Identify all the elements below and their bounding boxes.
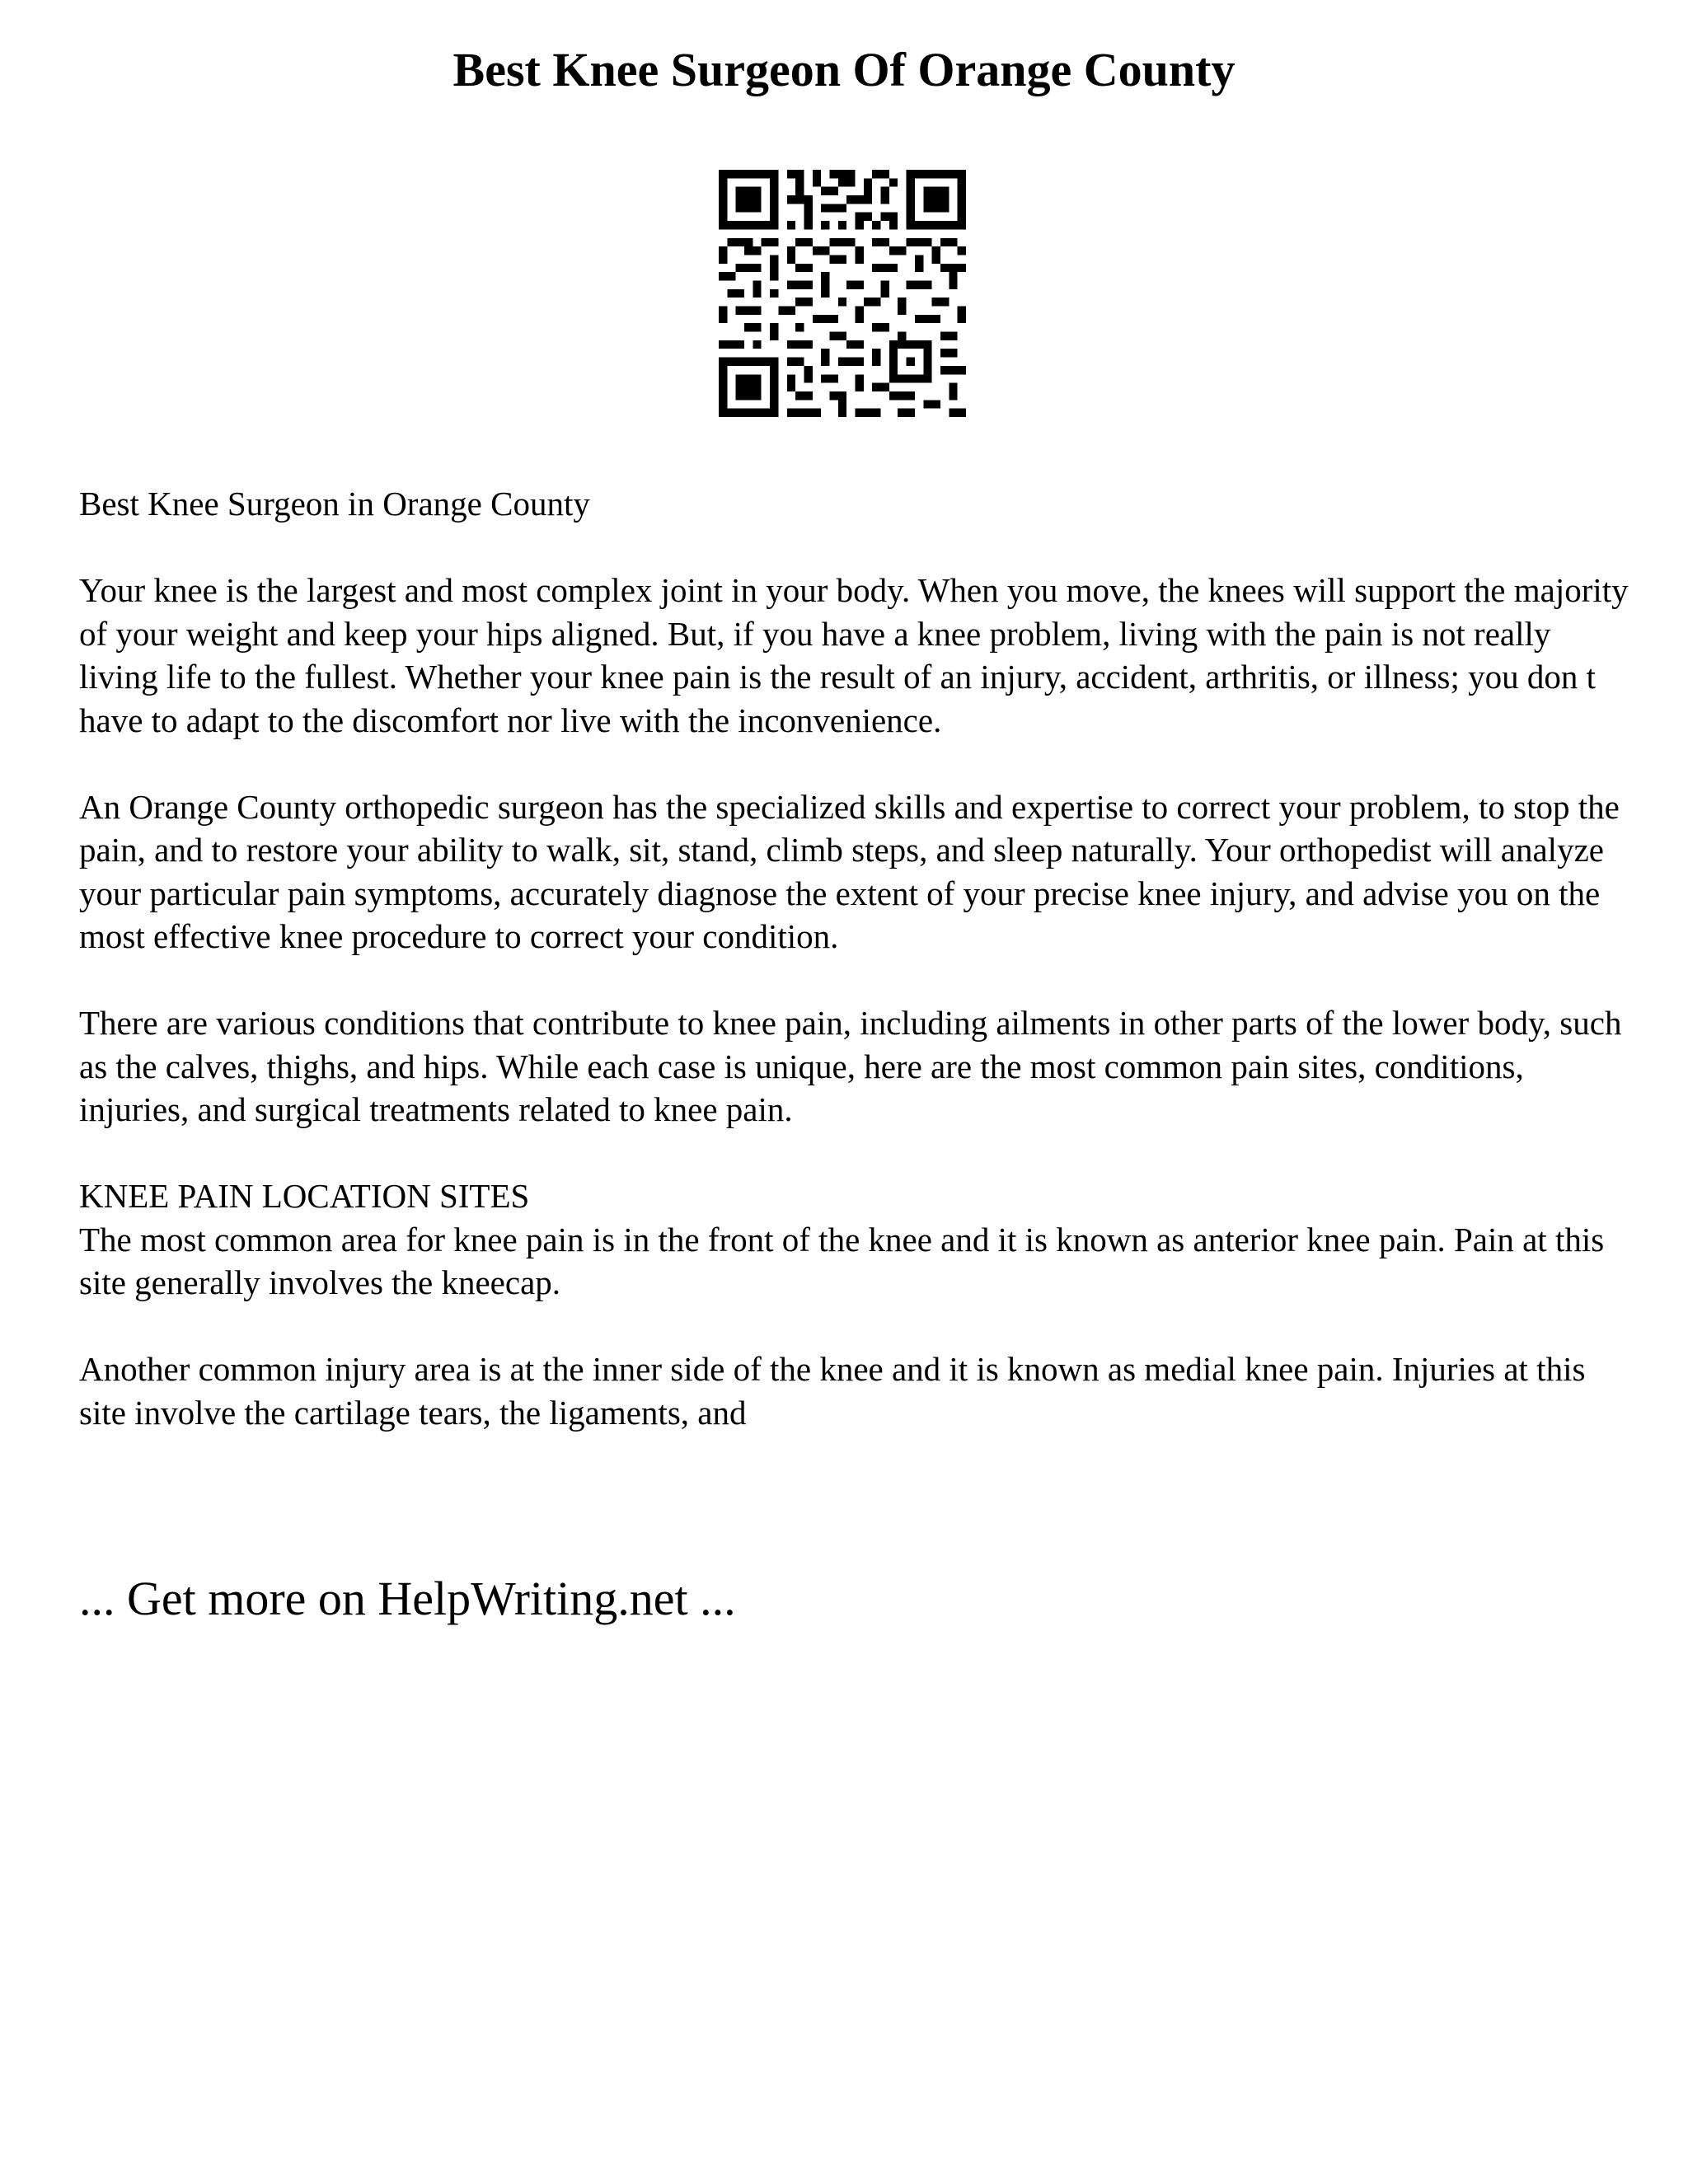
page-title: Best Knee Surgeon Of Orange County — [452, 43, 1236, 96]
section-heading: KNEE PAIN LOCATION SITES — [79, 1177, 530, 1215]
paragraph: The most common area for knee pain is in the front of the knee and it is known as anterior knee pain. Pain at this site generally involves the kneecap. — [79, 1220, 1605, 1301]
paragraph: An Orange County orthopedic surgeon has the specialized skills and expertise to correct your problem, to stop the pain, and to restore your ability to walk, sit, stand, climb steps, and sleep naturally. Your orthopedist will analyze your particular pain symptoms, accurately diagnose the extent of your precise knee injury, and advise you on the most effective knee procedure to correct your condition. — [79, 787, 1620, 955]
paragraph: There are various conditions that contribute to knee pain, including ailments in other parts of the lower body, such as the calves, thighs, and hips. While each case is unique, here are the most common pain sites, conditions, injuries, and surgical treatments related to knee pain. — [79, 1004, 1622, 1128]
paragraph: Your knee is the largest and most complex joint in your body. When you move, the knees will support the majority of your weight and keep your hips aligned. But, if you have a knee problem, living with the pain is not really living life to the fullest. Whether your knee pain is the result of an injury, accident, arthritis, or illness; you don t have to adapt to the discomfort nor live with the inconvenience. — [79, 571, 1629, 739]
get-more-link[interactable]: ... Get more on HelpWriting.net ... — [79, 1572, 736, 1625]
qr-code-icon — [719, 170, 966, 417]
article-body — [79, 482, 1629, 1478]
paragraph: Another common injury area is at the inner side of the knee and it is known as medial knee pain. Injuries at this site involve the cartilage tears, the ligaments, and — [79, 1350, 1586, 1432]
article-subtitle: Best Knee Surgeon in Orange County — [79, 485, 590, 523]
